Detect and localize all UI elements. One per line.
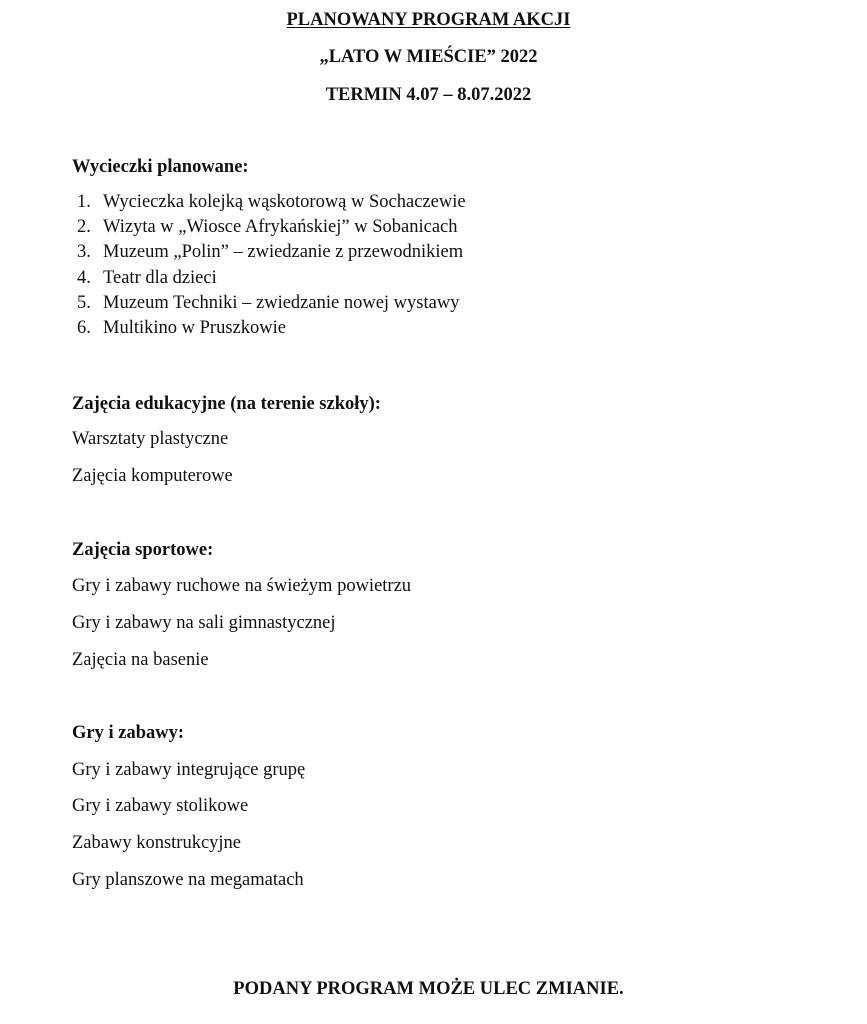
education-heading: Zajęcia edukacyjne (na terenie szkoły):	[72, 394, 381, 414]
change-notice: PODANY PROGRAM MOŻE ULEC ZMIANIE.	[233, 979, 624, 999]
sports-item: Gry i zabawy ruchowe na świeżym powietrzu	[72, 576, 412, 596]
list-item	[72, 240, 466, 265]
list-item	[72, 291, 466, 316]
list-item-text: Muzeum „Polin” – zwiedzanie z przewodnikiem	[103, 242, 464, 263]
list-item-text: Muzeum Techniki – zwiedzanie nowej wystawy	[103, 292, 460, 313]
games-item: Gry i zabawy stolikowe	[72, 796, 249, 816]
list-item-text: Wycieczka kolejką wąskotorową w Sochaczewie	[103, 192, 466, 212]
list-item-number: 2.	[77, 217, 91, 238]
list-item	[72, 266, 466, 291]
list-item-text: Wizyta w „Wiosce Afrykańskiej” w Sobanicach	[103, 217, 458, 238]
list-item-number: 4.	[77, 267, 91, 288]
games-item: Zabawy konstrukcyjne	[72, 833, 242, 853]
list-item-number: 1.	[77, 192, 91, 212]
games-item: Gry i zabawy integrujące grupę	[72, 760, 306, 780]
program-title: PLANOWANY PROGRAM AKCJI	[286, 10, 571, 30]
list-item-text: Teatr dla dzieci	[103, 267, 217, 288]
list-item	[72, 316, 466, 341]
event-name: „LATO W MIEŚCIE” 2022	[319, 47, 538, 67]
sports-item: Zajęcia na basenie	[72, 650, 209, 670]
trips-heading: Wycieczki planowane:	[72, 157, 249, 177]
event-dates: TERMIN 4.07 – 8.07.2022	[325, 85, 532, 105]
list-item	[72, 190, 466, 215]
education-item: Zajęcia komputerowe	[72, 466, 233, 486]
games-heading: Gry i zabawy:	[72, 723, 185, 743]
list-item-number: 3.	[77, 242, 91, 263]
list-item-number: 5.	[77, 292, 91, 313]
games-item: Gry planszowe na megamatach	[72, 870, 304, 890]
education-item: Warsztaty plastyczne	[72, 429, 229, 449]
list-item-text: Multikino w Pruszkowie	[103, 318, 286, 339]
list-item-number: 6.	[77, 318, 91, 339]
sports-heading: Zajęcia sportowe:	[72, 540, 214, 560]
sports-item: Gry i zabawy na sali gimnastycznej	[72, 613, 336, 633]
trips-list	[72, 190, 466, 341]
list-item	[72, 215, 466, 240]
